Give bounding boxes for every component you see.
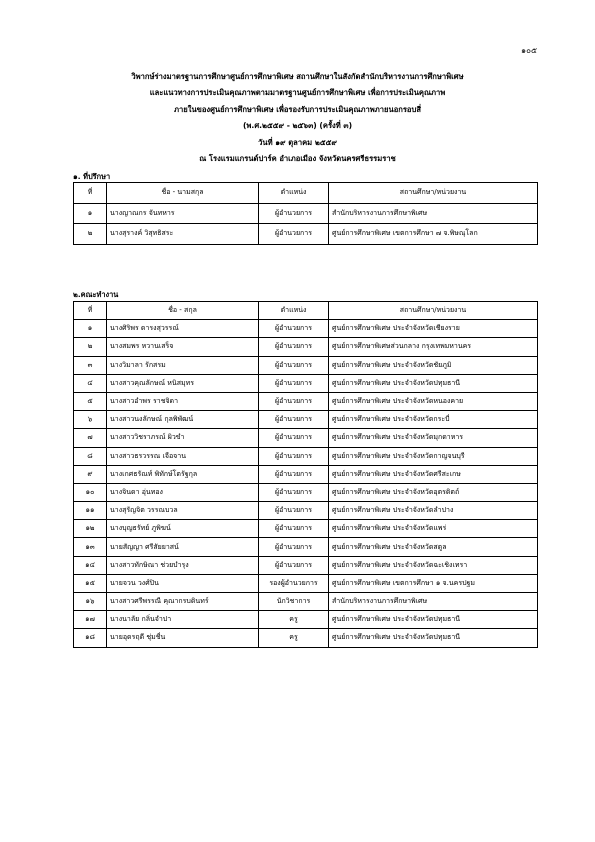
section-1-title: ๑. ที่ปรึกษา xyxy=(73,172,111,181)
cell-name: นางเกศธรัณท์ พิทักษ์โตรัฐกุล xyxy=(107,465,259,483)
cell-no: ๑๓ xyxy=(74,538,107,556)
cell-name: นางจินดา อุ่นทอง xyxy=(107,483,259,501)
page-number: ๑๐๕ xyxy=(520,46,537,55)
table-row xyxy=(74,629,538,647)
table-row xyxy=(74,483,538,501)
cell-no: ๙ xyxy=(74,465,107,483)
table-row xyxy=(74,374,538,392)
cell-name: นางสมพร หวานเสร็จ xyxy=(107,338,259,356)
cell-position: ผู้อำนวยการ xyxy=(259,224,329,245)
header-line-6: ณ โรงแรมแกรนด์ปาร์ค อำเภอเมือง จังหวัดนครศรีธรรมราช xyxy=(199,154,396,164)
cell-name: นางสาวอำพร ราชจิดา xyxy=(107,392,259,410)
cell-position: ผู้อำนวยการ xyxy=(259,447,329,465)
header-line-3: ภายในของศูนย์การศึกษาพิเศษ เพื่อรองรับการประเมินคุณภาพภายนอกรอบสี่ xyxy=(174,104,421,114)
header-position: ตำแหน่ง xyxy=(259,302,329,320)
header-position: ตำแหน่ง xyxy=(259,183,329,204)
cell-name: นางสาวทักษิณา ช่วยบำรุง xyxy=(107,556,259,574)
table-row xyxy=(74,611,538,629)
table-row xyxy=(74,447,538,465)
cell-name: นางสาวธรวรรณ เจือจาน xyxy=(107,447,259,465)
table-row xyxy=(74,356,538,374)
cell-position: ผู้อำนวยการ xyxy=(259,338,329,356)
table-row xyxy=(74,538,538,556)
cell-name: นางนาลัย กลิ่นจำปา xyxy=(107,611,259,629)
document-header xyxy=(40,69,555,167)
table-row xyxy=(74,465,538,483)
cell-no: ๒ xyxy=(74,338,107,356)
cell-organization: ศูนย์การศึกษาพิเศษ ประจำจังหวัดปทุมธานี xyxy=(329,629,538,647)
header-no: ที่ xyxy=(74,183,107,204)
cell-no: ๑๖ xyxy=(74,593,107,611)
cell-name: นายจวน วงศ์ปิน xyxy=(107,574,259,592)
advisors-table xyxy=(73,182,538,245)
cell-position: ผู้อำนวยการ xyxy=(259,392,329,410)
cell-name: นางสุรางค์ วิสุทธิสระ xyxy=(107,224,259,245)
cell-organization: ศูนย์การศึกษาพิเศษ ประจำจังหวัดมุกดาหาร xyxy=(329,429,538,447)
cell-name: นางสาวศรีพรรณี คุณากรบดินทร์ xyxy=(107,593,259,611)
cell-name: นางวิมาลา รักสรม xyxy=(107,356,259,374)
cell-name: นางสาวคุณลักษณ์ หนิสมุทร xyxy=(107,374,259,392)
cell-organization: ศูนย์การศึกษาพิเศษ ประจำจังหวัดกระบี่ xyxy=(329,411,538,429)
table-row xyxy=(74,320,538,338)
cell-organization: ศูนย์การศึกษาพิเศษ ประจำจังหวัดเชียงราย xyxy=(329,320,538,338)
table-row xyxy=(74,574,538,592)
table-row xyxy=(74,429,538,447)
cell-organization: ศูนย์การศึกษาพิเศษ ประจำจังหวัดลำปาง xyxy=(329,502,538,520)
header-name: ชื่อ - นามสกุล xyxy=(107,183,259,204)
table-row xyxy=(74,224,538,245)
table-row xyxy=(74,338,538,356)
cell-no: ๒ xyxy=(74,224,107,245)
cell-organization: ศูนย์การศึกษาพิเศษ ประจำจังหวัดอุตรดิตถ์ xyxy=(329,483,538,501)
cell-name: นางศิริพร ดารงสุวรรณ์ xyxy=(107,320,259,338)
cell-position: ผู้อำนวยการ xyxy=(259,465,329,483)
table-row xyxy=(74,593,538,611)
header-line-2: และแนวทางการประเมินคุณภาพตามมาตรฐานศูนย์การศึกษาพิเศษ เพื่อการประเมินคุณภาพ xyxy=(149,88,446,98)
table-row xyxy=(74,502,538,520)
cell-name: นางญาณกร จันทหาร xyxy=(107,203,259,224)
cell-organization: สำนักบริหารงานการศึกษาพิเศษ xyxy=(329,203,538,224)
cell-organization: ศูนย์การศึกษาพิเศษ ประจำจังหวัดศรีสะเกษ xyxy=(329,465,538,483)
cell-organization: สำนักบริหารงานการศึกษาพิเศษ xyxy=(329,593,538,611)
cell-name: นายสัญญา ศรีสัยยาสน์ xyxy=(107,538,259,556)
cell-organization: ศูนย์การศึกษาพิเศษ ประจำจังหวัดแพร่ xyxy=(329,520,538,538)
table-header-row xyxy=(74,302,538,320)
cell-name: นางสาววิชราภรณ์ ผิวขำ xyxy=(107,429,259,447)
cell-no: ๑๔ xyxy=(74,556,107,574)
cell-name: นางบุญธรัทย์ ภูพิฆน์ xyxy=(107,520,259,538)
cell-position: ผู้อำนวยการ xyxy=(259,411,329,429)
cell-no: ๑๐ xyxy=(74,483,107,501)
cell-no: ๗ xyxy=(74,429,107,447)
cell-organization: ศูนย์การศึกษาพิเศษ ประจำจังหวัดชัยภูมิ xyxy=(329,356,538,374)
working-group-table xyxy=(73,301,538,648)
cell-organization: ศูนย์การศึกษาพิเศษ ประจำจังหวัดหนองคาย xyxy=(329,392,538,410)
cell-no: ๑ xyxy=(74,320,107,338)
section-2-title: ๒.คณะทำงาน xyxy=(73,290,119,299)
cell-position: นักวิชาการ xyxy=(259,593,329,611)
table-row xyxy=(74,203,538,224)
cell-position: ผู้อำนวยการ xyxy=(259,374,329,392)
cell-organization: ศูนย์การศึกษาพิเศษ ประจำจังหวัดฉะเชิงเทรา xyxy=(329,556,538,574)
header-organization: สถานศึกษา/หน่วยงาน xyxy=(329,183,538,204)
cell-no: ๑ xyxy=(74,203,107,224)
table-header-row xyxy=(74,183,538,204)
cell-no: ๔ xyxy=(74,374,107,392)
cell-organization: ศูนย์การศึกษาพิเศษ ประจำจังหวัดปทุมธานี xyxy=(329,374,538,392)
cell-position: ผู้อำนวยการ xyxy=(259,356,329,374)
cell-organization: ศูนย์การศึกษาพิเศษส่วนกลาง กรุงเทพมหานคร xyxy=(329,338,538,356)
cell-position: ผู้อำนวยการ xyxy=(259,520,329,538)
cell-name: นางสาวนงลักษณ์ กุลพิพัฒน์ xyxy=(107,411,259,429)
cell-position: ครู xyxy=(259,611,329,629)
header-line-4: (พ.ศ.๒๕๕๙ - ๒๕๖๓) (ครั้งที่ ๓) xyxy=(242,121,353,131)
header-no: ที่ xyxy=(74,302,107,320)
cell-organization: ศูนย์การศึกษาพิเศษ ประจำจังหวัดกาญจนบุรี xyxy=(329,447,538,465)
cell-no: ๕ xyxy=(74,392,107,410)
cell-no: ๖ xyxy=(74,411,107,429)
cell-position: ผู้อำนวยการ xyxy=(259,556,329,574)
header-line-1: วิพากษ์ร่างมาตรฐานการศึกษาศูนย์การศึกษาพิเศษ สถานศึกษาในสังกัดสำนักบริหารงานการศึกษาพิเศษ xyxy=(131,72,464,81)
cell-no: ๓ xyxy=(74,356,107,374)
header-name: ชื่อ - สกุล xyxy=(107,302,259,320)
cell-position: ผู้อำนวยการ xyxy=(259,429,329,447)
cell-no: ๑๗ xyxy=(74,611,107,629)
cell-no: ๘ xyxy=(74,447,107,465)
cell-position: ครู xyxy=(259,629,329,647)
cell-no: ๑๕ xyxy=(74,574,107,592)
header-organization: สถานศึกษา/หน่วยงาน xyxy=(329,302,538,320)
cell-no: ๑๑ xyxy=(74,502,107,520)
cell-position: ผู้อำนวยการ xyxy=(259,483,329,501)
header-line-5: วันที่ ๑๙ ตุลาคม ๒๕๕๙ xyxy=(258,137,337,147)
cell-no: ๑๘ xyxy=(74,629,107,647)
cell-no: ๑๒ xyxy=(74,520,107,538)
cell-position: ผู้อำนวยการ xyxy=(259,502,329,520)
table-row xyxy=(74,520,538,538)
cell-name: นายอุดรฤดี ชุ่มชื่น xyxy=(107,629,259,647)
cell-position: ผู้อำนวยการ xyxy=(259,203,329,224)
cell-organization: ศูนย์การศึกษาพิเศษ ประจำจังหวัดปทุมธานี xyxy=(329,611,538,629)
cell-position: รองผู้อำนวยการ xyxy=(259,574,329,592)
cell-position: ผู้อำนวยการ xyxy=(259,320,329,338)
cell-organization: ศูนย์การศึกษาพิเศษ เขตการศึกษา ๗ จ.พิษณุโลก xyxy=(329,224,538,245)
table-row xyxy=(74,411,538,429)
cell-name: นางสุรัญจิต วรรณบวล xyxy=(107,502,259,520)
table-row xyxy=(74,392,538,410)
cell-organization: ศูนย์การศึกษาพิเศษ เขตการศึกษา ๑ จ.นครปฐม xyxy=(329,574,538,592)
cell-organization: ศูนย์การศึกษาพิเศษ ประจำจังหวัดสตูล xyxy=(329,538,538,556)
cell-position: ผู้อำนวยการ xyxy=(259,538,329,556)
table-row xyxy=(74,556,538,574)
